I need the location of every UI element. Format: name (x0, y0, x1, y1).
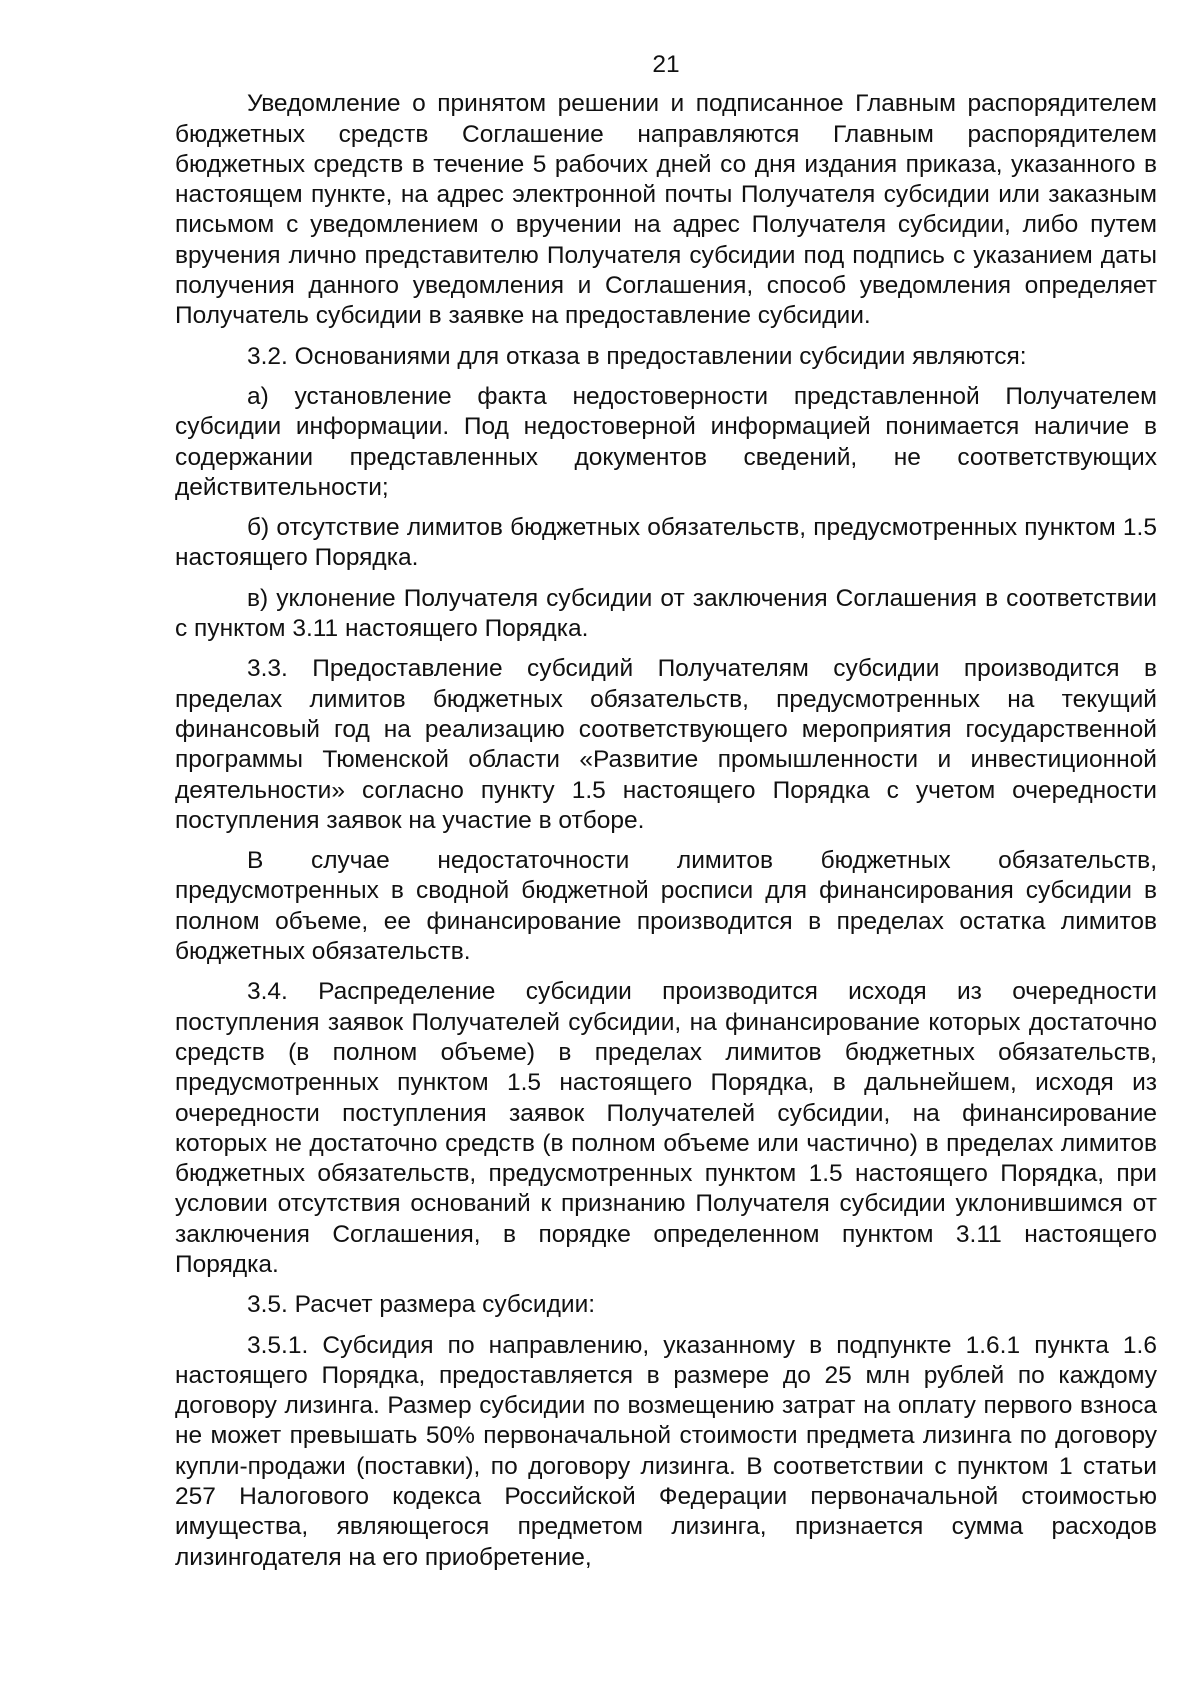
paragraph-insufficient-limits: В случае недостаточности лимитов бюджетных обязательств, предусмотренных в сводной бюджетной росписи для финансирования субсидии в полном объеме, ее финансирование производится в пределах остатка лимитов бюджетных обязательств. (175, 847, 1157, 966)
paragraph-3-2: 3.2. Основаниями для отказа в предоставлении субсидии являются: (247, 342, 1027, 370)
paragraph-3-2-v: в) уклонение Получателя субсидии от заключения Соглашения в соответствии с пунктом 3.11 настоящего Порядка. (175, 584, 1157, 643)
paragraph-3-5-1: 3.5.1. Субсидия по направлению, указанному в подпункте 1.6.1 пункта 1.6 настоящего Порядка, предоставляется в размере до 25 млн рублей по каждому договору лизинга. Размер субсидии по возмещению затрат на оплату первого взноса не может превышать 50% первоначальной стоимости предмета лизинга по договору купли-продажи (поставки), по договору лизинга. В соответствии с пунктом 1 статьи 257 Налогового кодекса Российской Федерации первоначальной стоимостью имущества, являющегося предметом лизинга, признается сумма расходов лизингодателя на его приобретение, (175, 1331, 1157, 1571)
page-number: 21 (652, 51, 680, 78)
paragraph-3-3: 3.3. Предоставление субсидий Получателям субсидии производится в пределах лимитов бюджетных обязательств, предусмотренных на текущий финансовый год на реализацию соответствующего мероприятия государственной программы Тюменской области «Развитие промышленности и инвестиционной деятельности» согласно пункту 1.5 настоящего Порядка с учетом очередности поступления заявок на участие в отборе. (175, 655, 1157, 834)
paragraph-notification: Уведомление о принятом решении и подписанное Главным распорядителем бюджетных средств Соглашение направляются Главным распорядителем бюджетных средств в течение 5 рабочих дней со дня издания приказа, указанного в настоящем пункте, на адрес электронной почты Получателя субсидии или заказным письмом с уведомлением о вручении на адрес Получателя субсидии, либо путем вручения лично представителю Получателя субсидии под подпись с указанием даты получения данного уведомления и Соглашения, способ уведомления определяет Получатель субсидии в заявке на предоставление субсидии. (175, 90, 1157, 330)
paragraph-3-2-a: а) установление факта недостоверности представленной Получателем субсидии информации. Под недостоверной информацией понимается наличие в содержании представленных документов сведений, не соответствующих действительности; (175, 382, 1157, 501)
paragraph-3-2-b: б) отсутствие лимитов бюджетных обязательств, предусмотренных пунктом 1.5 настоящего Порядка. (175, 514, 1157, 572)
document-page (175, 50, 1157, 1583)
paragraph-3-5: 3.5. Расчет размера субсидии: (247, 1291, 596, 1319)
paragraph-3-4: 3.4. Распределение субсидии производится исходя из очередности поступления заявок Получателей субсидии, на финансирование которых достаточно средств (в полном объеме) в пределах лимитов бюджетных обязательств, предусмотренных пунктом 1.5 настоящего Порядка, в дальнейшем, исходя из очередности поступления заявок Получателей субсидии, на финансирование которых не достаточно средств (в полном объеме или частично) в пределах лимитов бюджетных обязательств, предусмотренных пунктом 1.5 настоящего Порядка, при условии отсутствия оснований к признанию Получателя субсидии уклонившимся от заключения Соглашения, в порядке определенном пунктом 3.11 настоящего Порядка. (175, 978, 1157, 1278)
